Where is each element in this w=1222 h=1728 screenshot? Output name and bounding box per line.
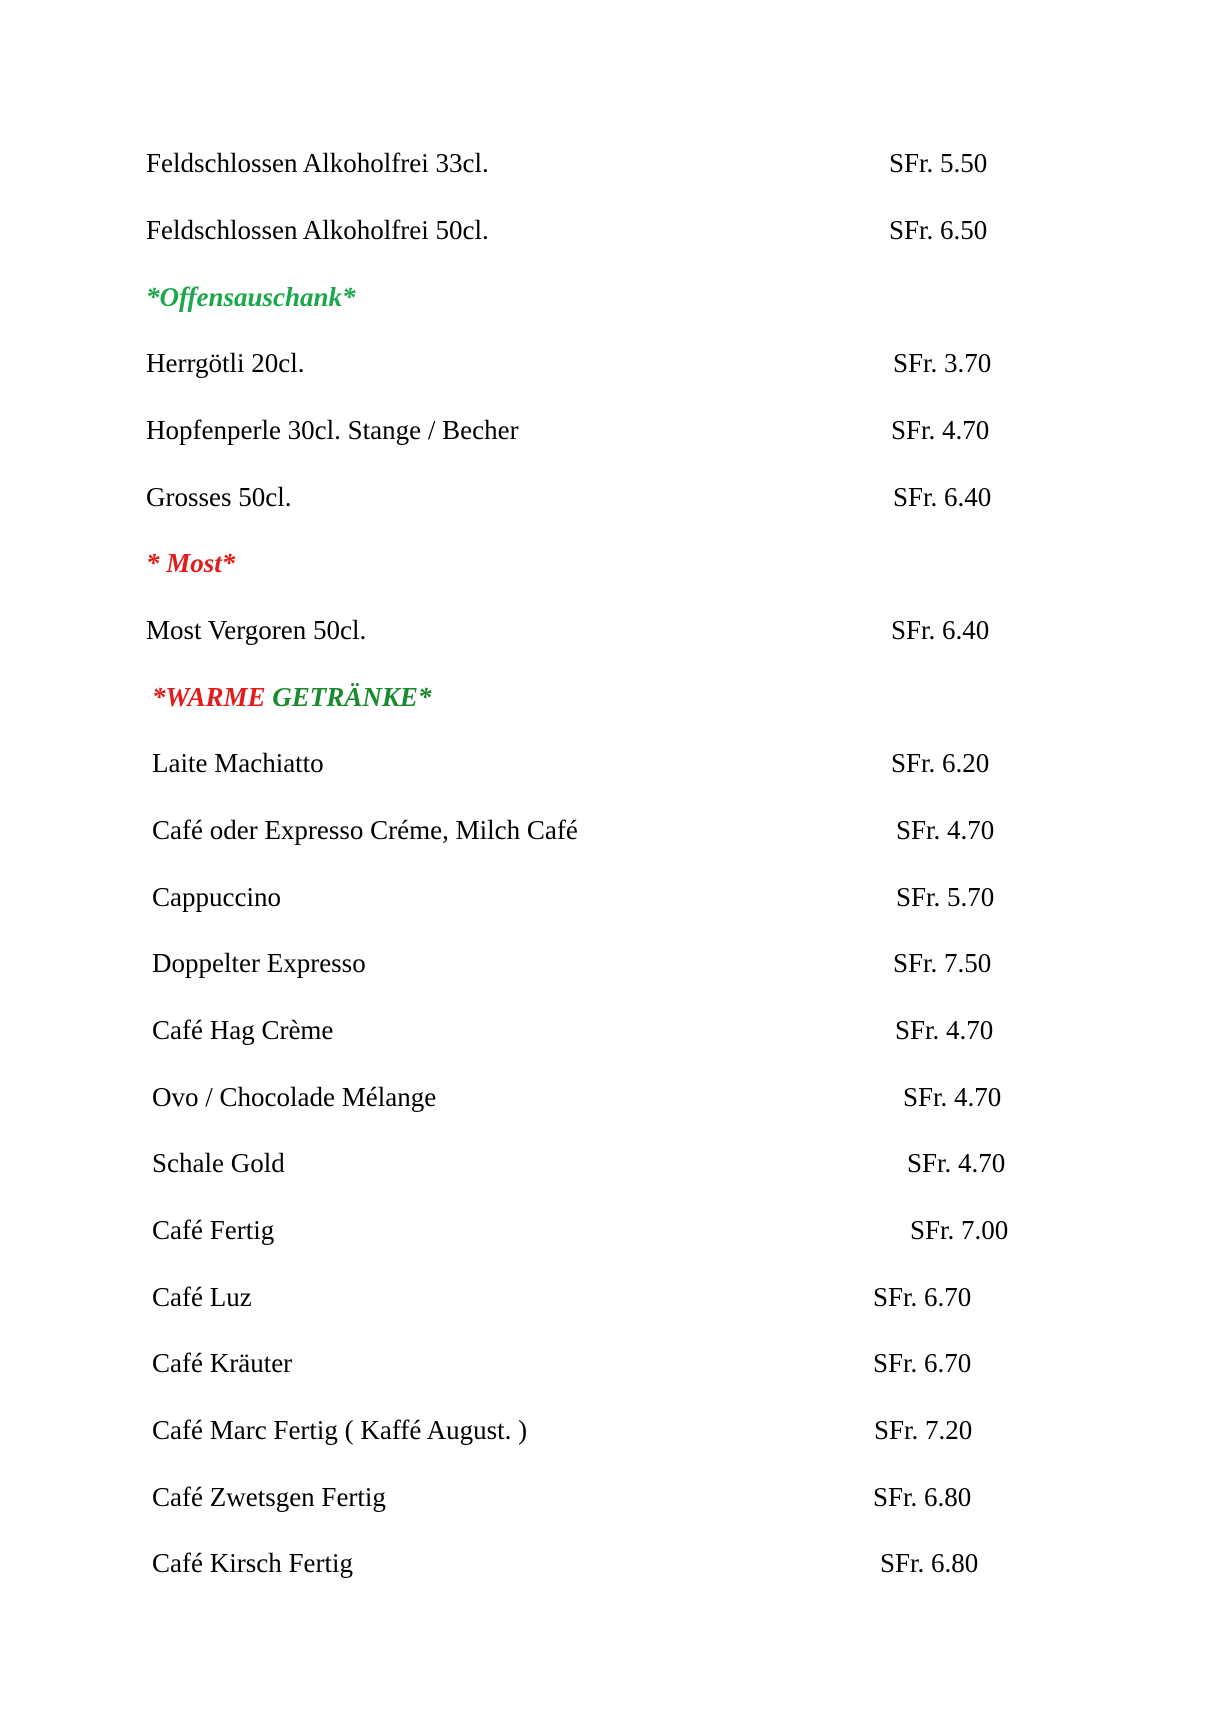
item-price: SFr. 5.50 — [889, 148, 988, 178]
item-price: SFr. 6.20 — [891, 748, 990, 778]
item-price: SFr. 6.40 — [891, 615, 990, 645]
item-name: Café Marc Fertig ( Kaffé August. ) — [152, 1415, 528, 1445]
item-name: Café Hag Crème — [152, 1015, 334, 1045]
section-heading-offensauschank: *Offensauschank* — [146, 282, 356, 312]
item-name: Laite Machiatto — [152, 748, 324, 778]
item-price: SFr. 6.40 — [893, 482, 992, 512]
item-name: Café Luz — [152, 1282, 252, 1312]
item-name: Café Kirsch Fertig — [152, 1548, 353, 1578]
item-price: SFr. 4.70 — [903, 1082, 1002, 1112]
item-price: SFr. 7.50 — [893, 948, 992, 978]
heading-part-getraenke: GETRÄNKE* — [272, 682, 432, 712]
heading-part-warme: *WARME — [152, 682, 273, 712]
item-name: Feldschlossen Alkoholfrei 33cl. — [146, 148, 489, 178]
item-name: Café Fertig — [152, 1215, 275, 1245]
item-price: SFr. 6.50 — [889, 215, 988, 245]
section-heading-warme-getraenke — [152, 677, 431, 717]
item-name: Grosses 50cl. — [146, 482, 292, 512]
item-price: SFr. 4.70 — [895, 1015, 994, 1045]
item-price: SFr. 4.70 — [891, 415, 990, 445]
item-price: SFr. 6.70 — [873, 1348, 972, 1378]
item-name: Schale Gold — [152, 1148, 285, 1178]
item-price: SFr. 4.70 — [896, 815, 995, 845]
item-price: SFr. 3.70 — [893, 348, 992, 378]
item-name: Herrgötli 20cl. — [146, 348, 305, 378]
item-name: Most Vergoren 50cl. — [146, 615, 367, 645]
item-name: Café Kräuter — [152, 1348, 293, 1378]
item-name: Café oder Expresso Créme, Milch Café — [152, 815, 578, 845]
item-name: Cappuccino — [152, 882, 281, 912]
item-price: SFr. 6.80 — [873, 1482, 972, 1512]
item-price: SFr. 5.70 — [896, 882, 995, 912]
item-name: Doppelter Expresso — [152, 948, 366, 978]
section-heading-most: * Most* — [146, 548, 236, 578]
item-price: SFr. 4.70 — [907, 1148, 1006, 1178]
item-price: SFr. 6.80 — [880, 1548, 979, 1578]
item-name: Ovo / Chocolade Mélange — [152, 1082, 437, 1112]
item-price: SFr. 6.70 — [873, 1282, 972, 1312]
item-name: Café Zwetsgen Fertig — [152, 1482, 386, 1512]
item-price: SFr. 7.20 — [874, 1415, 973, 1445]
item-name: Feldschlossen Alkoholfrei 50cl. — [146, 215, 489, 245]
item-price: SFr. 7.00 — [910, 1215, 1009, 1245]
item-name: Hopfenperle 30cl. Stange / Becher — [146, 415, 519, 445]
